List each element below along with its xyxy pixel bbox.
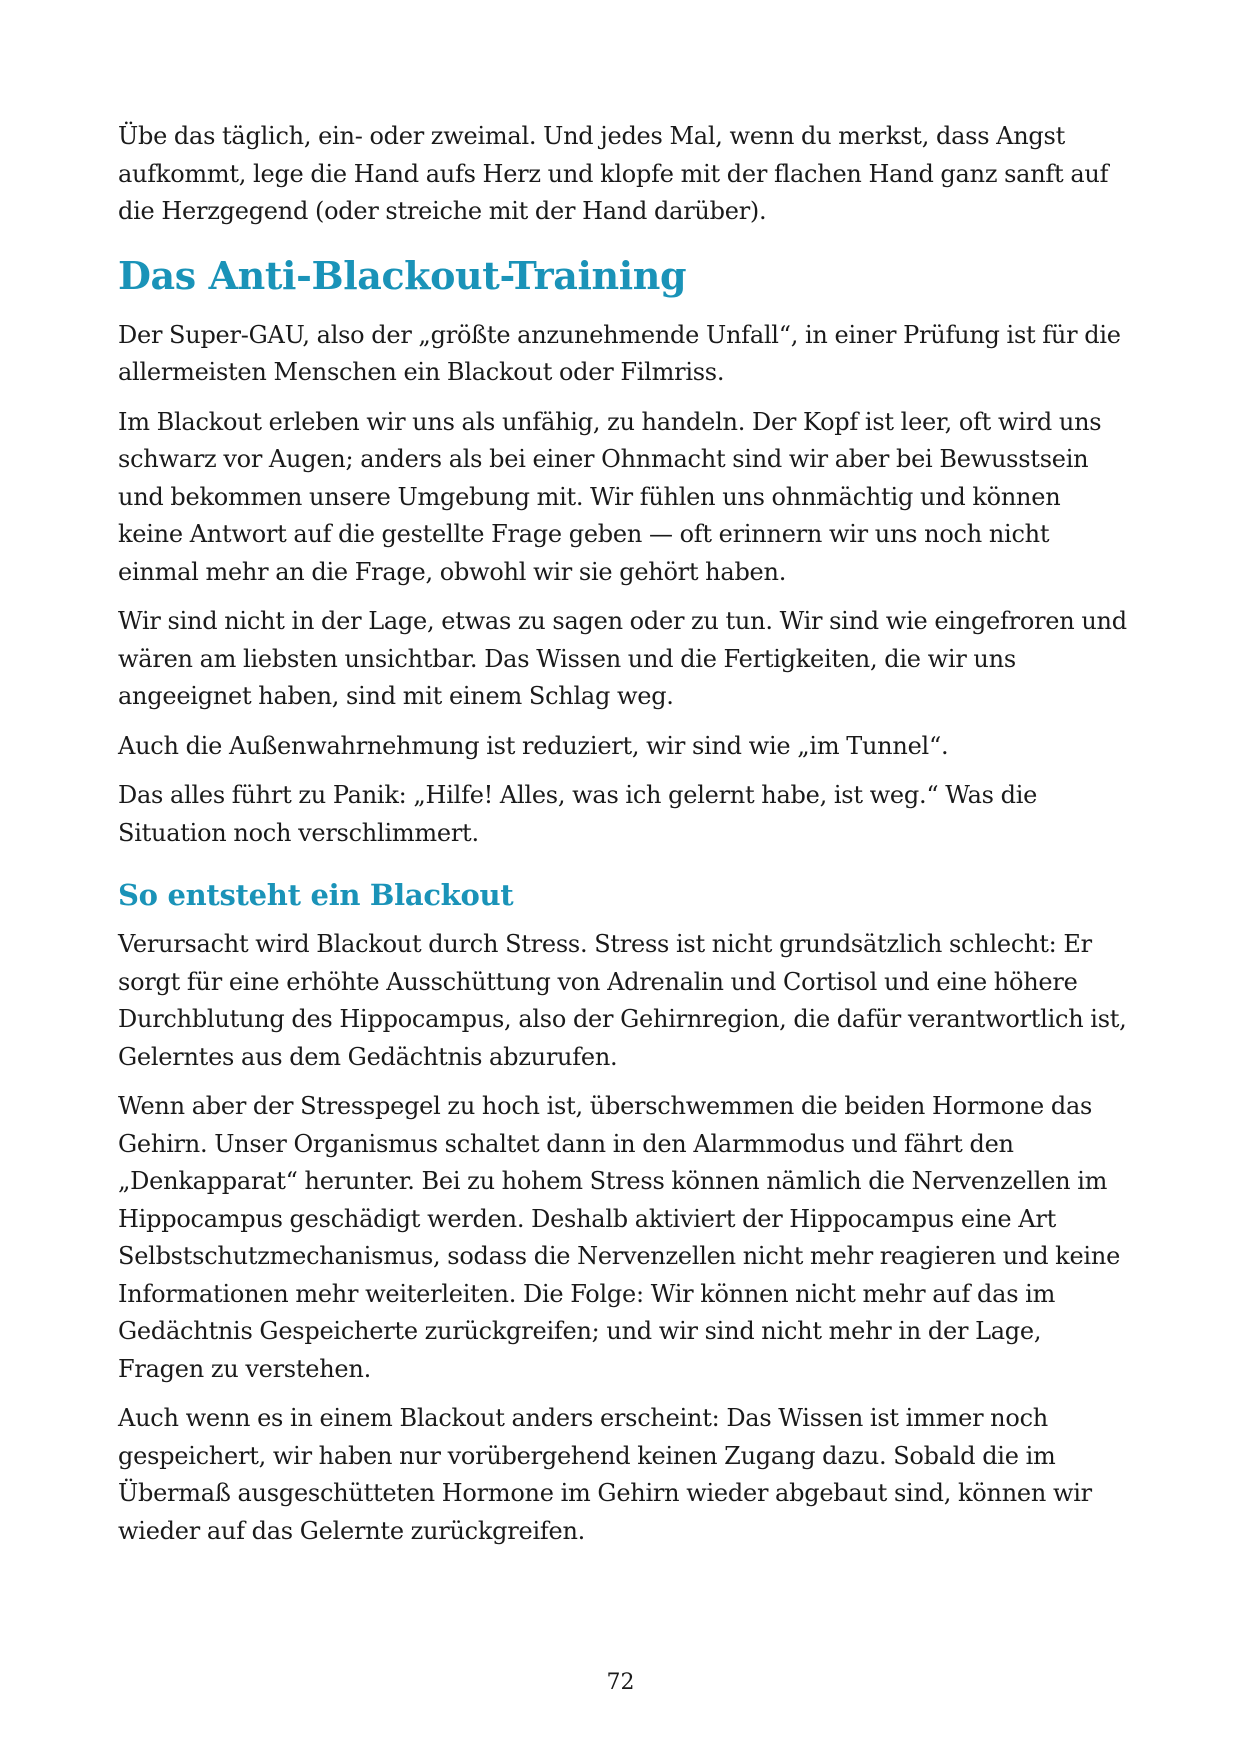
section-paragraph: Wir sind nicht in der Lage, etwas zu sagen oder zu tun. Wir sind wie eingefroren und wären am liebsten unsichtbar. Das Wissen und die Fertigkeiten, die wir uns angeeignet haben, sind mit einem Schlag weg. [118,607,1127,710]
subsection-heading: So entsteht ein Blackout [118,878,514,912]
page-number: 72 [606,1670,635,1695]
subsection-paragraph: Wenn aber der Stresspegel zu hoch ist, überschwemmen die beiden Hormone das Gehirn. Unser Organismus schaltet dann in den Alarmmodus und fährt den „Denkapparat“ herunter. Bei zu hohem Stress können nämlich die Nervenzellen im Hippocampus geschädigt werden. Deshalb aktiviert der Hippocampus eine Art Selbstschutzmechanismus, sodass die Nervenzellen nicht mehr reagieren und keine Informationen mehr weiterleiten. Die Folge: Wir können nicht mehr auf das im Gedächtnis Gespeicherte zurückgreifen; und wir sind nicht mehr in der Lage, Fragen zu verstehen. [118,1092,1121,1383]
section-paragraph: Auch die Außenwahrnehmung ist reduziert, wir sind wie „im Tunnel“. [118,731,949,760]
section-heading: Das Anti-Blackout-Training [118,252,687,298]
section-paragraph: Das alles führt zu Panik: „Hilfe! Alles, was ich gelernt habe, ist weg.“ Was die Situation noch verschlimmert. [118,781,1038,847]
intro-paragraph: Übe das täglich, ein- oder zweimal. Und jedes Mal, wenn du merkst, dass Angst aufkommt, lege die Hand aufs Herz und klopfe mit der flachen Hand ganz sanft auf die Herzgegend (oder streiche mit der Hand darüber). [118,122,1109,225]
section-paragraph: Der Super-GAU, also der „größte anzunehmende Unfall“, in einer Prüfung ist für die allermeisten Menschen ein Blackout oder Filmriss. [118,320,1121,386]
subsection-paragraph: Verursacht wird Blackout durch Stress. Stress ist nicht grundsätzlich schlecht: Er sorgt für eine erhöhte Ausschüttung von Adrenalin und Cortisol und eine höhere Durchblutung des Hippocampus, also der Gehirnregion, die dafür verantwortlich ist, Gelerntes aus dem Gedächtnis abzurufen. [118,930,1127,1071]
section-paragraph: Im Blackout erleben wir uns als unfähig, zu handeln. Der Kopf ist leer, oft wird uns schwarz vor Augen; anders als bei einer Ohnmacht sind wir aber bei Bewusstsein und bekommen unsere Umgebung mit. Wir fühlen uns ohnmächtig und können keine Antwort auf die gestellte Frage geben — oft erinnern wir uns noch nicht einmal mehr an die Frage, obwohl wir sie gehört haben. [118,407,1102,586]
page-body [118,118,1128,1562]
subsection-paragraph: Auch wenn es in einem Blackout anders erscheint: Das Wissen ist immer noch gespeichert, wir haben nur vorübergehend keinen Zugang dazu. Sobald die im Übermaß ausgeschütteten Hormone im Gehirn wieder abgebaut sind, können wir wieder auf das Gelernte zurückgreifen. [118,1404,1092,1545]
